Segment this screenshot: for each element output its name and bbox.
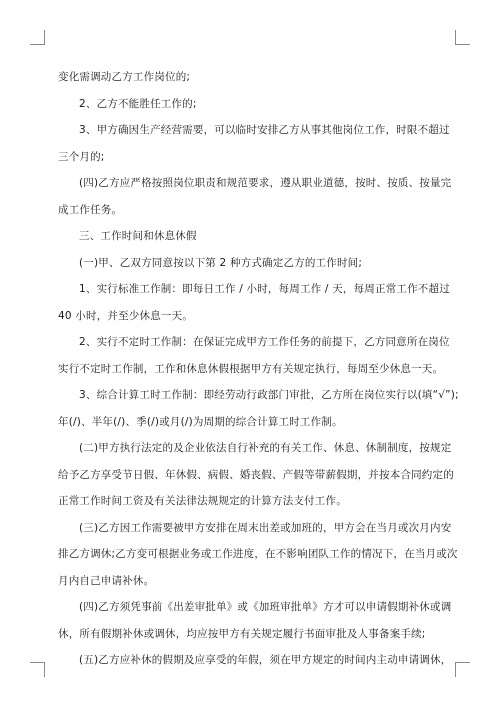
text-line: 2、乙方不能胜任工作的; (79, 97, 197, 110)
text-line: 三个月的; (58, 150, 105, 163)
text-line: 月内自己申请补休。 (58, 574, 155, 587)
text-line: 2、实行不定时工作制：在保证完成甲方工作任务的前提下，乙方同意所在岗位 (79, 336, 450, 348)
text-line: (三)乙方因工作需要被甲方安排在周末出差或加班的，甲方会在当月或次月内安 (79, 521, 452, 534)
text-line: 排乙方调休;乙方变可根据业务或工作进度，在不影响团队工作的情况下，在当月或次 (58, 548, 458, 560)
crop-mark-top-right (455, 30, 470, 45)
text-line: 40 小时，并至少休息一天。 (58, 309, 193, 322)
crop-mark-top-left (30, 30, 45, 45)
text-line: 给予乙方享受节日假、年休假、病假、婚丧假、产假等带薪假期，并按本合同约定的 (58, 468, 454, 481)
text-line: 3、甲方确因生产经营需要，可以临时安排乙方从事其他岗位工作，时限不超过 (79, 124, 450, 136)
crop-mark-bottom-left (30, 662, 45, 677)
text-line: (二)甲方执行法定的及企业依法自行补充的有关工作、休息、休制制度，按规定 (79, 442, 452, 454)
text-line: 1、实行标准工作制：即每日工作 / 小时，每周工作 / 天，每周正常工作不超过 (79, 283, 450, 295)
text-line: 变化需调动乙方工作岗位的; (58, 71, 191, 83)
text-line: (五)乙方应补休的假期及应享受的年假，须在甲方规定的时间内主动申请调休， (79, 654, 452, 666)
text-line: 成工作任务。 (58, 203, 123, 216)
text-line: (四)乙方须凭事前《出差审批单》或《加班审批单》方才可以申请假期补休或调 (79, 601, 452, 613)
text-line: 休，所有假期补休或调休，均应按甲方有关规定履行书面审批及人事备案手续; (58, 627, 426, 640)
text-line: 实行不定时工作制，工作和休息休假根据甲方有关规定执行，每周至少休息一天。 (58, 362, 444, 375)
text-line: 年(/)、半年(/)、季(/)或月(/)为周期的综合计算工时工作制。 (58, 415, 343, 428)
text-line: (一)甲、乙双方同意按以下第 2 种方式确定乙方的工作时间; (79, 256, 363, 269)
text-line: (四)乙方应严格按照岗位职责和规范要求，遵从职业道德，按时、按质、按量完 (79, 177, 452, 189)
crop-mark-bottom-right (455, 662, 470, 677)
text-line: 正常工作时间工资及有关法律法规规定的计算方法支付工作。 (58, 495, 347, 507)
section-heading: 三、工作时间和休息休假 (79, 230, 197, 242)
document-body (58, 64, 459, 674)
text-line: 3、综合计算工时工作制：即经劳动行政部门审批，乙方所在岗位实行以(填“√”); (79, 389, 459, 401)
